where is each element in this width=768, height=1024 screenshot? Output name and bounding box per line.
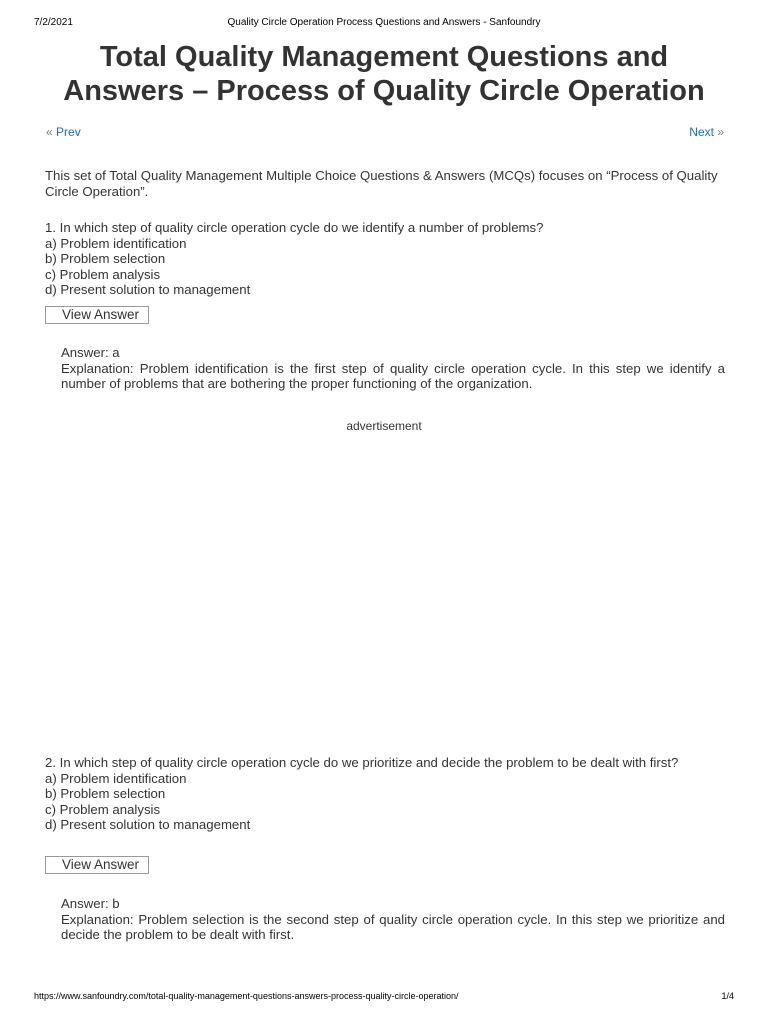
- answer-text: Answer: a: [61, 345, 120, 360]
- option-b: b) Problem selection: [45, 251, 166, 266]
- answer-block: [61, 345, 725, 392]
- prev-container: [46, 125, 81, 139]
- option-a: a) Problem identification: [45, 770, 187, 786]
- print-url: https://www.sanfoundry.com/total-quality-management-questions-answers-process-quality-circle-operation/: [34, 991, 459, 1001]
- answer-block: [61, 896, 725, 943]
- print-doc-title: Quality Circle Operation Process Questions and Answers - Sanfoundry: [227, 17, 541, 28]
- print-header: [34, 17, 734, 31]
- option-d: d) Present solution to management: [45, 282, 251, 297]
- page-title-line-2: Answers – Process of Quality Circle Operation: [63, 75, 705, 107]
- advertisement-label: advertisement: [346, 419, 422, 433]
- print-date: 7/2/2021: [34, 17, 73, 28]
- next-link[interactable]: Next: [689, 125, 714, 139]
- option-c: c) Problem analysis: [45, 266, 161, 282]
- option-b: b) Problem selection: [45, 786, 166, 801]
- question-text: 2. In which step of quality circle operation cycle do we prioritize and decide the problem to be dealt with first?: [45, 755, 679, 770]
- option-a: a) Problem identification: [45, 235, 187, 251]
- page-title: [40, 40, 728, 108]
- view-answer-button[interactable]: View Answer: [45, 856, 149, 874]
- option-d: d) Present solution to management: [45, 817, 251, 832]
- option-c: c) Problem analysis: [45, 801, 161, 817]
- explanation-text: Explanation: Problem identification is the first step of quality circle operation cycle. In this step we identify a number of problems that are bothering the proper functioning of the organization.: [61, 360, 725, 391]
- question-text: 1. In which step of quality circle operation cycle do we identify a number of problems?: [45, 220, 544, 235]
- prev-arrow-icon: «: [46, 125, 53, 139]
- next-container: [689, 125, 724, 139]
- explanation-text: Explanation: Problem selection is the second step of quality circle operation cycle. In this step we prioritize and decide the problem to be dealt with first.: [61, 911, 725, 942]
- prev-next-nav: [46, 125, 724, 141]
- page-title-line-1: Total Quality Management Questions and: [99, 41, 669, 73]
- intro-text: This set of Total Quality Management Multiple Choice Questions & Answers (MCQs) focuses on “Process of Quality Circle Operation”.: [45, 168, 718, 199]
- view-answer-button[interactable]: View Answer: [45, 306, 149, 324]
- print-footer: [34, 991, 734, 1005]
- next-arrow-icon: »: [717, 125, 724, 139]
- prev-link[interactable]: Prev: [56, 125, 81, 139]
- answer-text: Answer: b: [61, 896, 120, 911]
- print-page-number: 1/4: [721, 991, 734, 1001]
- question-block: [45, 220, 725, 298]
- question-block: [45, 755, 725, 833]
